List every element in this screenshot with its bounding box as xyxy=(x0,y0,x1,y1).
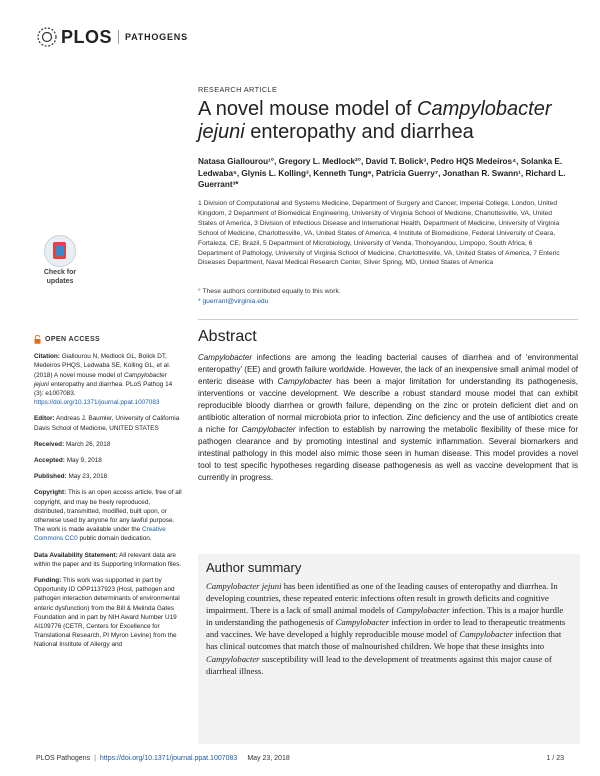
accepted-date: Accepted: May 9, 2018 xyxy=(34,457,102,465)
article-type: RESEARCH ARTICLE xyxy=(198,85,278,94)
abstract-text: Campylobacter infections are among the leading bacterial causes of diarrhea and of ‘environmental enteropathy’ (EE) and growth failure worldwide. However, the lack of an inexpensive small animal model of enteric disease with Campylobacter has been a major limitation for understanding its pathogenesis, interventions or vaccine development. We describe a robust standard mouse model that can exhibit reproducible bloody diarrhea or growth failure, depending on the zinc or protein deficient diet and on antibiotic alteration of normal microbiota prior to infection. Zinc deficiency and the use of antibiotics create a niche for Campylobacter infection to establish by narrowing the metabolic flexibility of these mice for pathogen clearance and by promoting intestinal and systemic inflammation. Several biomarkers and intestinal pathology in this model also mimic those seen in human disease. This model provides a novel tool to test specific hypotheses regarding disease pathogenesis as well as vaccine development that is currently in progress. xyxy=(198,353,579,483)
check-updates-label: Check for updates xyxy=(43,269,77,285)
author-summary-heading: Author summary xyxy=(206,560,302,575)
equal-contribution-note: ° These authors contributed equally to this work. xyxy=(198,288,341,295)
author-list: Natasa Giallourou¹°, Gregory L. Medlock²°, David T. Bolick³, Pedro HQS Medeiros⁴, Solanka E. Ledwaba⁵, Glynis L. Kolling³, Kenneth Tung⁶, Patricia Guerry⁷, Jonathan R. Swann¹, Richard L. Guerrant³* xyxy=(198,157,566,189)
published-date: Published: May 23, 2018 xyxy=(34,473,108,481)
received-date: Received: March 26, 2018 xyxy=(34,440,111,448)
footer-journal: PLOS Pathogens xyxy=(36,755,91,762)
check-updates-icon xyxy=(44,235,76,267)
abstract-divider xyxy=(198,319,578,320)
abstract-heading: Abstract xyxy=(198,328,257,345)
cc0-link[interactable]: Creative Commons CC0 xyxy=(34,526,166,543)
affiliations: 1 Division of Computational and Systems Medicine, Department of Surgery and Cancer, Imperial College, London, United Kingdom, 2 Department of Biomedical Engineering, University of Virginia School of Medicine, Charlottesville, VA, United States of America, 3 Division of Infectious Disease and International Health, Department of Medicine, University of Virginia School of Medicine, Charlottesville, VA, United States of America, 4 Institute of Biomedicine, Federal University of Ceara, Fortaleza, CE, Brazil, 5 Department of Microbiology, University of Venda, Thohoyandou, Limpopo, South Africa, 6 Department of Pathology, University of Virginia School of Medicine, Charlottesville, VA, United States of America, 7 Enteric Diseases Department, Naval Medical Research Center, Silver Spring, MD, United States of America xyxy=(198,200,560,267)
article-info-sidebar xyxy=(34,335,182,657)
page-number: 1 / 23 xyxy=(546,755,564,762)
citation-doi-link[interactable]: https://doi.org/10.1371/journal.ppat.1007083 xyxy=(34,399,160,407)
brand-name: PLOS xyxy=(61,26,113,47)
footer-date: May 23, 2018 xyxy=(247,755,290,762)
data-availability-block: Data Availability Statement: All relevant data are within the paper and its Supporting Information files. xyxy=(34,551,182,568)
open-lock-icon xyxy=(34,335,41,344)
citation-block: Citation: Giallourou N, Medlock GL, Bolick DT, Medeiros PHQS, Ledwaba SE, Kolling GL, et al. (2018) A novel mouse model of Campylobacter jejuni enteropathy and diarrhea. PLoS Pathog 14 (3): e1007083. https://doi.org/10.1371/journal.ppat.1007083 xyxy=(34,353,173,407)
corresponding-email-link[interactable]: * guerrant@virginia.edu xyxy=(198,298,269,305)
open-access-label: OPEN ACCESS xyxy=(34,335,182,344)
check-for-updates-badge[interactable] xyxy=(34,235,86,293)
journal-name: PATHOGENS xyxy=(125,32,188,42)
plos-logo xyxy=(36,26,188,48)
footer-doi-link[interactable]: https://doi.org/10.1371/journal.ppat.1007083 xyxy=(99,755,238,762)
page-footer xyxy=(36,755,564,762)
logo-divider xyxy=(118,30,119,44)
funding-block: Funding: This work was supported in part by Opportunity ID OPP1137923 (Host, pathogen and pathogen interaction determinants of environmental enteric dysfunction) from the Bill & Melinda Gates Foundation and in part by NIH Award Number U19 AI109776 (CETR, Centers for Excellence for Translational Research, PI Myron Levine) from the National Institute of Allergy and xyxy=(34,577,180,649)
editor-block: Editor: Andreas J. Baumler, University of California Davis School of Medicine, UNITED STATES xyxy=(34,415,180,432)
article-title: A novel mouse model of Campylobacter jejuni enteropathy and diarrhea xyxy=(198,98,552,143)
author-summary-text: Campylobacter jejuni has been identified as one of the leading causes of enteropathy and diarrhea. In developing countries, these repeated enteric infections often result in growth deficits and cognitive impairment. There is a lack of small animal models of Campylobacter infection. This is a major hurdle in understanding the pathogenesis of Campylobacter infection in order to lead to therapeutic treatments and vaccines. We have developed a highly reproducible mouse model of Campylobacter infection that has clinical outcomes that match those of malnourished children. We hope that these insights into Campylobacter susceptibility will lead to the development of treatments against this major cause of diarrheal illness. xyxy=(206,581,566,676)
plos-mark-icon xyxy=(36,26,58,48)
copyright-block: Copyright: This is an open access article, free of all copyright, and may be freely reproduced, distributed, transmitted, modified, built upon, or otherwise used by anyone for any lawful purpose. The work is made available under the Creative Commons CC0 public domain dedication. xyxy=(34,489,182,543)
footer-separator: | xyxy=(94,755,96,762)
